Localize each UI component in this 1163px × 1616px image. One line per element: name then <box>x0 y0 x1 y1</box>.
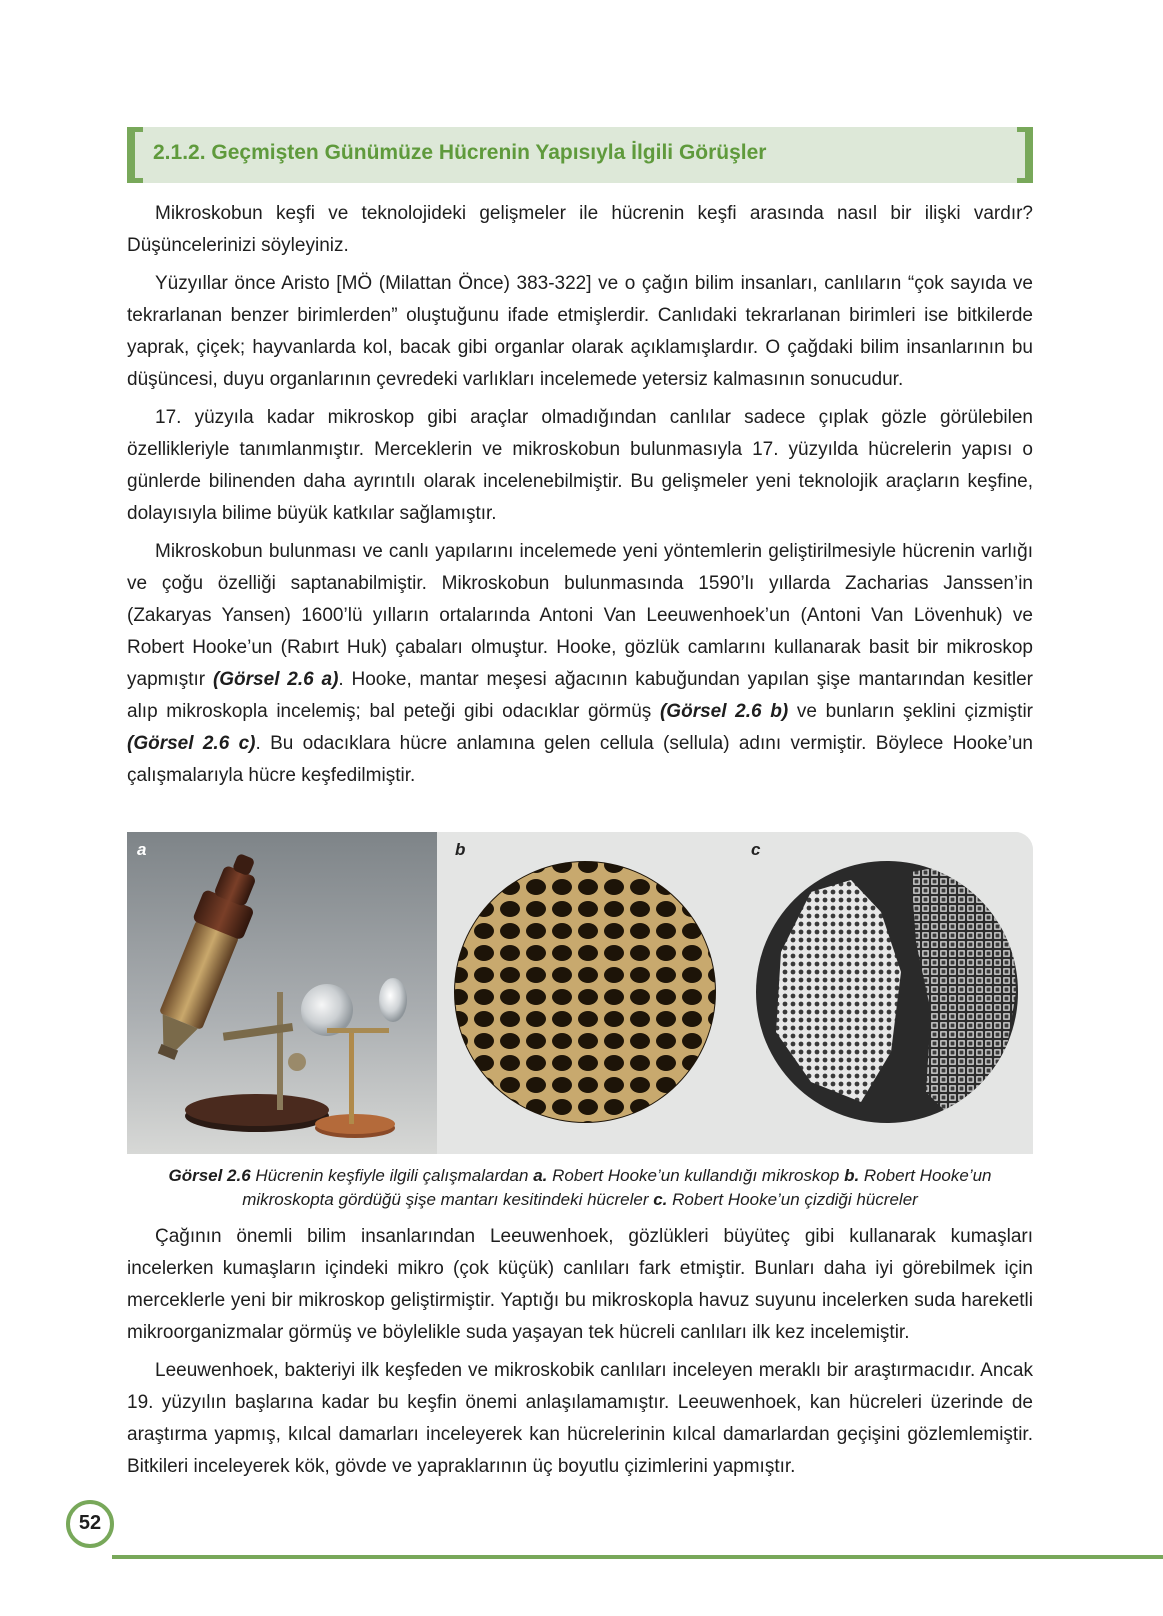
figure-label-a: a <box>137 840 147 859</box>
hooke-text-1: Mikroskobun bulunması ve canlı yapılarını incelemede yeni yöntemlerin geliştirilmesiyle hücrenin varlığı ve çoğu özelliği saptanabilmiştir. Mikroskobun bulunmasında 1590’lı yıllarda Zacharias Janssen’in (Zakaryas Yansen) 1600’lü yılların ortalarında Antoni Van Leeuwenhoek’un (Antoni Van Lövenhuk) ve Robert Hooke’un (Rabırt Huk) çabaları olmuştur. Hooke, gözlük camlarını kullanarak basit bir mikroskop yapmıştır <box>127 541 1033 690</box>
figure-ref-b: (Görsel 2.6 b) <box>659 701 789 722</box>
hooke-text-3: ve bunların şeklini çizmiştir <box>788 701 1033 722</box>
figure-ref-c: (Görsel 2.6 c) <box>127 733 256 754</box>
figure-panel-b <box>445 832 733 1154</box>
caption-text-1: Hücrenin keşfiyle ilgili çalışmalardan <box>250 1166 534 1185</box>
section-title: 2.1.2. Geçmişten Günümüze Hücrenin Yapısıyla İlgili Görüşler <box>153 141 767 164</box>
body-text-bottom <box>127 1221 1033 1489</box>
paragraph-leeuwenhoek-2: Leeuwenhoek, bakteriyi ilk keşfeden ve mikroskobik canlıları inceleyen meraklı bir araştırmacıdır. Ancak 19. yüzyılın başlarına kadar bu keşfin önemi anlaşılamamıştır. Leeuwenhoek, kan hücreleri üzerinde de araştırma yapmış, kılcal damarları inceleyerek kan hücrelerinin kılcal damarlardan geçişini gözlemlemiştir. Bitkileri inceleyerek kök, gövde ve yapraklarının üç boyutlu çizimlerini yapmıştır. <box>127 1360 1033 1477</box>
cork-cells-micrograph <box>445 832 733 1154</box>
body-text-top <box>127 198 1033 798</box>
paragraph-leeuwenhoek-1: Çağının önemli bilim insanlarından Leeuwenhoek, gözlükleri büyüteç gibi kullanarak kumaşları incelerken kumaşların içindeki mikro (çok küçük) canlıları fark etmiştir. Bunları daha iyi görebilmek için merceklerle yeni bir mikroskop geliştirmiştir. Yaptığı bu mikroskopla havuz suyunu incelerken suda hareketli mikroorganizmalar görmüş ve böylelikle suda yaşayan tek hücreli canlıları ilk kez incelemiştir. <box>127 1226 1033 1343</box>
figure-panel-c <box>741 832 1033 1154</box>
figure-panel-a <box>127 832 437 1154</box>
section-header <box>127 127 1033 183</box>
figure-caption <box>127 1164 1033 1212</box>
caption-marker-c: c. <box>653 1190 668 1209</box>
bracket-left-top <box>127 127 143 132</box>
caption-title: Görsel 2.6 <box>168 1166 251 1185</box>
microscope-illustration <box>127 832 437 1154</box>
figure-2-6 <box>127 832 1033 1154</box>
paragraph-question: Mikroskobun keşfi ve teknolojideki gelişmeler ile hücrenin keşfi arasında nasıl bir ilişki vardır? Düşüncelerinizi söyleyiniz. <box>127 203 1033 256</box>
paragraph-17th-century: 17. yüzyıla kadar mikroskop gibi araçlar olmadığından canlılar sadece çıplak gözle görülebilen özellikleriyle tanımlanmıştır. Merceklerin ve mikroskobun bulunmasıyla 17. yüzyılda hücrelerin yapısı o günlerde bilinenden daha ayrıntılı olarak incelenebilmiştir. Bu gelişmeler yeni teknolojik araçların keşfine, dolayısıyla bilime büyük katkılar sağlamıştır. <box>127 407 1033 524</box>
paragraph-aristo: Yüzyıllar önce Aristo [MÖ (Milattan Önce) 383-322] ve o çağın bilim insanları, canlıların “çok sayıda ve tekrarlanan benzer birimlerden” oluştuğunu ifade etmişlerdir. Canlıdaki tekrarlanan birimleri ise bitkilerde yaprak, çiçek; hayvanlarda kol, bacak gibi organlar olarak açıklamışlardır. O çağdaki bilim insanlarının bu düşüncesi, duyu organlarının çevredeki varlıkları incelemede yetersiz kalmasının sonucudur. <box>127 273 1033 390</box>
caption-text-a: Robert Hooke’un kullandığı mikroskop <box>547 1166 845 1185</box>
hooke-text-2: . Hooke, mantar meşesi ağacının kabuğundan yapılan şişe mantarından kesitler alıp mikroskopla incelemiş; bal peteği gibi odacıklar görmüş <box>127 669 1034 722</box>
figure-label-b: b <box>455 840 466 859</box>
figure-ref-a: (Görsel 2.6 a) <box>212 669 339 690</box>
bracket-right <box>1025 127 1033 183</box>
bracket-right-top <box>1017 127 1033 132</box>
page-number: 52 <box>78 1512 102 1534</box>
figure-label-c: c <box>751 840 761 859</box>
bracket-right-bottom <box>1017 178 1033 183</box>
caption-marker-b: b. <box>844 1166 860 1185</box>
caption-text-c: Robert Hooke’un çizdiği hücreler <box>667 1190 918 1209</box>
paragraph-hooke <box>127 536 1033 792</box>
hooke-text-4: . Bu odacıklara hücre anlamına gelen cellula (sellula) adını vermiştir. Böylece Hooke’un çalışmalarıyla hücre keşfedilmiştir. <box>127 733 1033 786</box>
caption-text-b: Robert Hooke’un mikroskopta gördüğü şişe mantarı kesitindeki hücreler <box>242 1166 992 1209</box>
footer-line <box>112 1555 1163 1559</box>
bracket-left <box>127 127 135 183</box>
caption-marker-a: a. <box>533 1166 548 1185</box>
hooke-cell-drawing <box>741 832 1033 1154</box>
bracket-left-bottom <box>127 178 143 183</box>
